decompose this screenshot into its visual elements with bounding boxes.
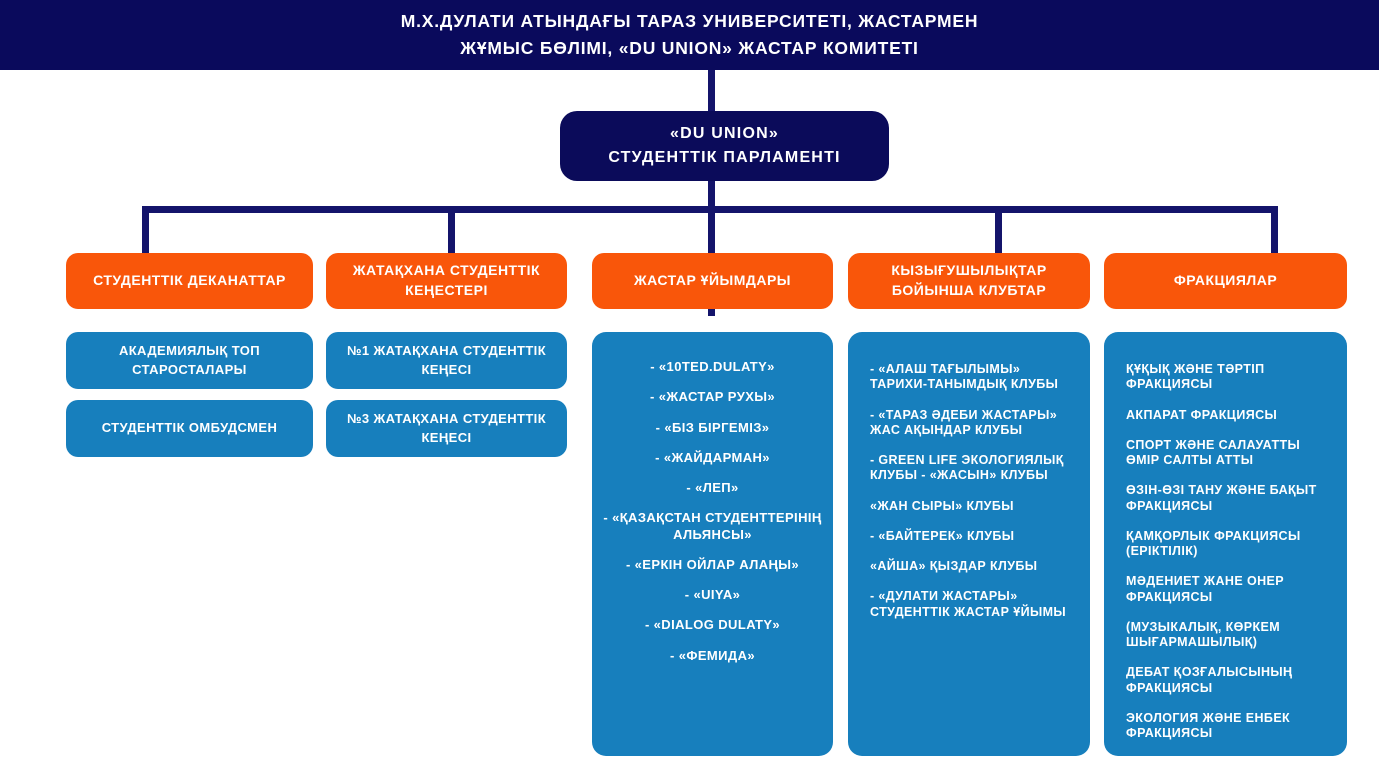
list-item: - «DIALOG DULATY» (644, 617, 781, 633)
list-item: - «ЛЕП» (686, 480, 739, 495)
connector-drop-col3 (708, 206, 715, 253)
column-header: ЖАСТАР ҰЙЫМДАРЫ (592, 253, 833, 309)
root-node-student-parliament (560, 111, 889, 181)
column-items (592, 332, 833, 756)
root-node-line2: СТУДЕНТТІК ПАРЛАМЕНТІ (608, 149, 841, 166)
list-item: - «БІЗ БІРГЕМІЗ» (655, 419, 770, 435)
list-item: - «ЕРКІН ОЙЛАР АЛАҢЫ» (625, 556, 800, 572)
connector-drop-col2 (448, 206, 455, 253)
list-item: АКАДЕМИЯЛЫҚ ТОП СТАРОСТАЛАРЫ (66, 332, 313, 389)
list-item: - «ФЕМИДА» (670, 647, 755, 663)
list-item: - «ЖАСТАР РУХЫ» (649, 389, 776, 405)
column-student-deanates (66, 253, 313, 457)
column-dormitory-councils (326, 253, 567, 457)
column-items (66, 332, 313, 457)
column-fractions (1104, 253, 1347, 756)
column-interest-clubs (848, 253, 1090, 756)
connector-drop-col5 (1271, 206, 1278, 253)
column-header: ЖАТАҚХАНА СТУДЕНТТІК КЕҢЕСТЕРІ (326, 253, 567, 309)
list-item: ҚАМҚОРЛЫК ФРАКЦИЯСЫ (ЕРІКТІЛІК) (1126, 528, 1301, 558)
column-youth-organizations (592, 253, 833, 756)
connector-drop-col1 (142, 206, 149, 253)
root-node-line1: «DU UNION» (670, 125, 779, 142)
column-header: СТУДЕНТТІК ДЕКАНАТТАР (66, 253, 313, 309)
list-item: №3 ЖАТАҚХАНА СТУДЕНТТІК КЕҢЕСІ (326, 400, 567, 457)
list-item: АКПАРАТ ФРАКЦИЯСЫ (1126, 407, 1278, 422)
list-item: СПОРТ ЖӘНЕ САЛАУАТТЫ ӨМІР САЛТЫ АТТЫ (1126, 437, 1301, 467)
list-item: - «UIYA» (684, 587, 741, 602)
list-item: - «АЛАШ ТАҒЫЛЫМЫ» ТАРИХИ-ТАНЫМДЫҚ КЛУБЫ (870, 362, 1059, 392)
column-header: КЫЗЫҒУШЫЛЫҚТАР БОЙЫНША КЛУБТАР (848, 253, 1090, 309)
list-item: ДЕБАТ ҚОЗҒАЛЫСЫНЫҢ ФРАКЦИЯСЫ (1126, 665, 1293, 695)
list-item: «АЙША» ҚЫЗДАР КЛУБЫ (870, 559, 1038, 573)
connector-drop-col4 (995, 206, 1002, 253)
list-item: - «ЖАЙДАРМАН» (655, 449, 770, 465)
connector-root-to-bar (708, 181, 715, 207)
list-item: МӘДЕНИЕТ ЖАНЕ ОНЕР ФРАКЦИЯСЫ (1126, 574, 1284, 604)
list-item: СТУДЕНТТІК ОМБУДСМЕН (66, 400, 313, 457)
list-item: - «ТАРАЗ ӘДЕБИ ЖАСТАРЫ» ЖАС АҚЫНДАР КЛУБЫ (870, 407, 1058, 437)
column-items (848, 332, 1090, 756)
banner-title-line2: ЖҰМЫС БӨЛІМІ, «DU UNION» ЖАСТАР КОМИТЕТІ (460, 38, 919, 58)
banner-title-line1: М.Х.ДУЛАТИ АТЫНДАҒЫ ТАРАЗ УНИВЕРСИТЕТІ, ЖАСТАРМЕН (400, 10, 979, 31)
list-item: - «ҚАЗАҚСТАН СТУДЕНТТЕРІНІҢ АЛЬЯНСЫ» (603, 510, 822, 542)
university-title-banner (0, 0, 1379, 70)
connector-banner-to-root (708, 70, 715, 111)
list-item: ЭКОЛОГИЯ ЖӘНЕ ЕНБЕК ФРАКЦИЯСЫ (1126, 710, 1291, 740)
column-items (1104, 332, 1347, 756)
column-items (326, 332, 567, 457)
list-item: - «10TED.DULATY» (650, 359, 775, 374)
list-item: - «БАЙТЕРЕК» КЛУБЫ (870, 528, 1015, 543)
list-item: - GREEN LIFE ЭКОЛОГИЯЛЫҚ КЛУБЫ - «ЖАСЫН» КЛУБЫ (870, 453, 1064, 483)
list-item: - «ДУЛАТИ ЖАСТАРЫ» СТУДЕНТТІК ЖАСТАР ҰЙЫМЫ (870, 589, 1067, 619)
list-item: (МУЗЫКАЛЫҚ, КӨРКЕМ ШЫҒАРМАШЫЛЫҚ) (1126, 619, 1281, 649)
list-item: №1 ЖАТАҚХАНА СТУДЕНТТІК КЕҢЕСІ (326, 332, 567, 389)
list-item: «ЖАН СЫРЫ» КЛУБЫ (870, 498, 1014, 513)
column-header: ФРАКЦИЯЛАР (1104, 253, 1347, 309)
list-item: ҚҰҚЫҚ ЖӘНЕ ТӘРТІП ФРАКЦИЯСЫ (1126, 362, 1265, 392)
list-item: ӨЗІН-ӨЗІ ТАНУ ЖӘНЕ БАҚЫТ ФРАКЦИЯСЫ (1126, 483, 1317, 513)
